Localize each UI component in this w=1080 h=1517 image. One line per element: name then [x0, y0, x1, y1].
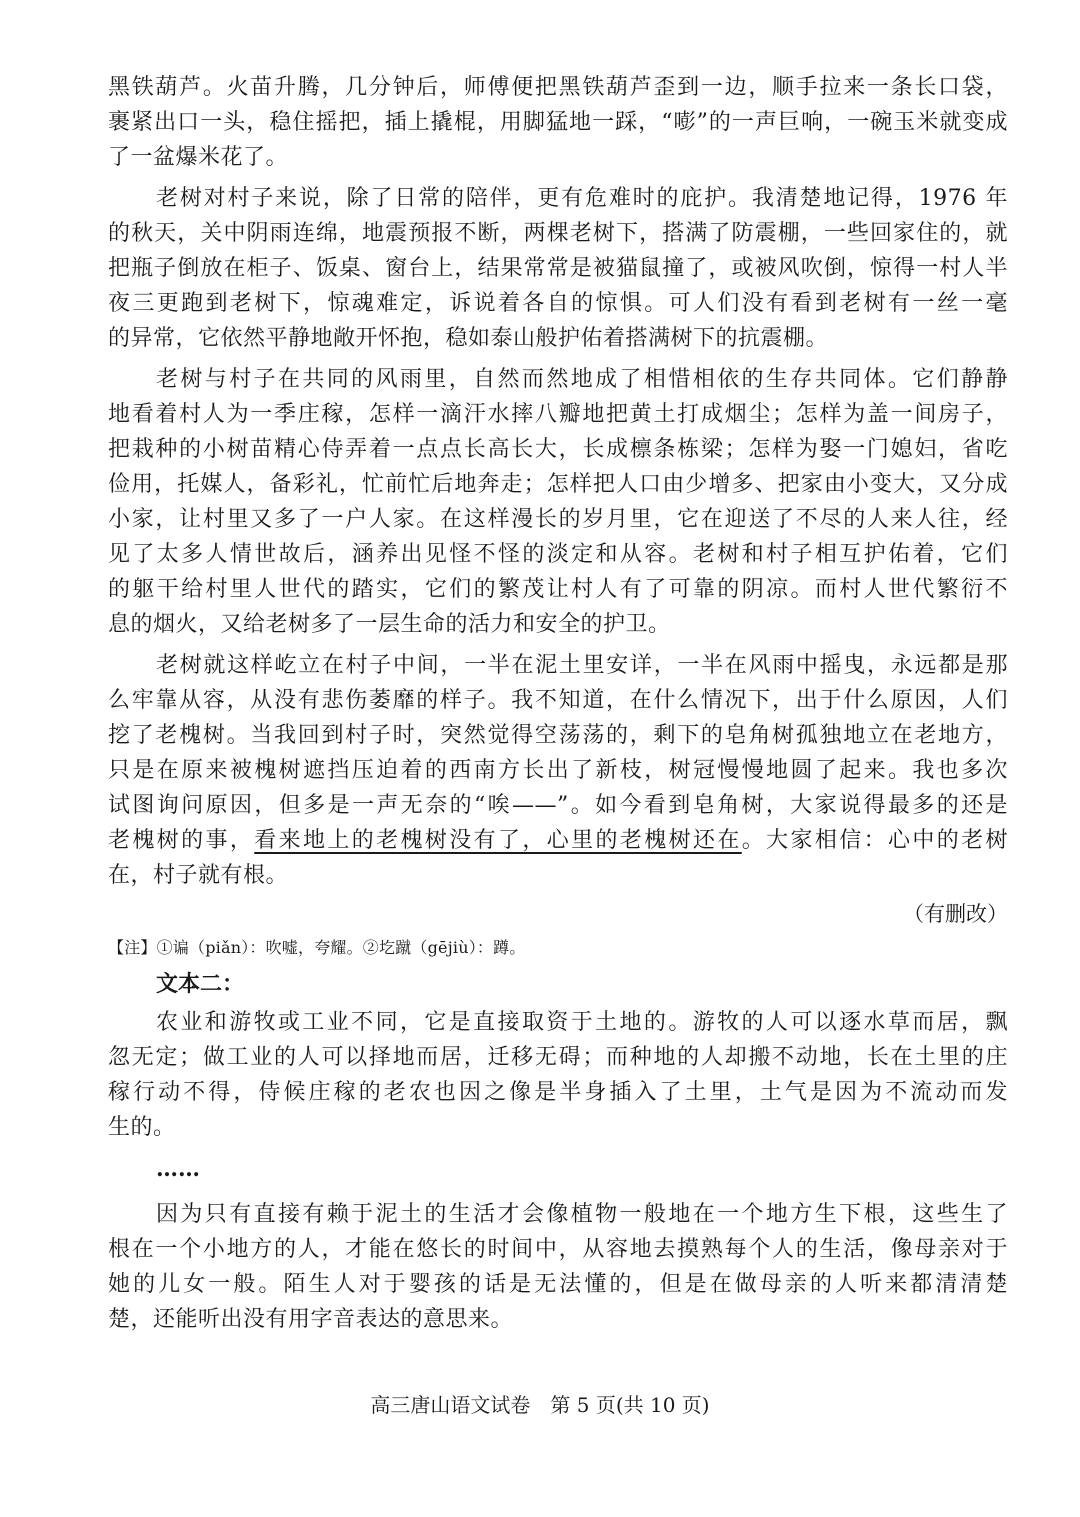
text-line: 挖了老槐树。当我回到村子时，突然觉得空荡荡的，剩下的皂角树孤独地立在老地方，	[108, 723, 1008, 748]
text-line: 只是在原来被槐树遮挡压迫着的西南方长出了新枝，树冠慢慢地圆了起来。我也多次	[108, 758, 1008, 783]
text-line: 裹紧出口一头，稳住摇把，插上撬棍，用脚猛地一踩，“嘭”的一声巨响，一碗玉米就变成	[108, 110, 1008, 135]
text-line: 息的烟火，又给老树多了一层生命的活力和安全的护卫。	[108, 612, 671, 637]
source-note: （有删改）	[903, 902, 1008, 926]
text-line: 的异常，它依然平静地敞开怀抱，稳如泰山般护佑着搭满树下的抗震棚。	[108, 326, 829, 351]
section-title-text-two: 文本二：	[156, 972, 245, 997]
text-line: 稼行动不得，侍候庄稼的老农也因之像是半身插入了土里，土气是因为不流动而发	[108, 1080, 1008, 1105]
paragraph-agriculture	[108, 1005, 1008, 1145]
text-line: 忽无定；做工业的人可以择地而居，迁移无碍；而种地的人却搬不动地，长在土里的庄	[108, 1045, 1008, 1070]
text-line: 地看着村人为一季庄稼，怎样一滴汗水摔八瓣地把黄土打成烟尘；怎样为盖一间房子，	[108, 402, 1008, 427]
text-line: 小家，让村里又多了一户人家。在这样漫长的岁月里，它在迎送了不尽的人来人往，经	[108, 507, 1008, 532]
text-line: 了一盆爆米花了。	[108, 145, 289, 170]
paragraph-rooted-life	[108, 1197, 1008, 1337]
text-line: 根在一个小地方的人，才能在悠长的时间中，从容地去摸熟每个人的生活，像母亲对于	[108, 1237, 1008, 1262]
text-line: 农业和游牧或工业不同，它是直接取资于土地的。游牧的人可以逐水草而居，飘	[156, 1010, 1008, 1035]
paragraph-community	[108, 362, 1008, 642]
text-line: 么牢靠从容，从没有悲伤萎靡的样子。我不知道，在什么情况下，出于什么原因，人们	[108, 688, 1008, 713]
paragraph-old-tree-shelter	[108, 181, 1008, 356]
footnote-annotation: 【注】①谝（piǎn）：吹嘘，夸耀。②圪蹴（gējiù）：蹲。	[108, 938, 526, 957]
text-line: 把栽种的小树苗精心侍弄着一点点长高长大，长成檩条栋梁；怎样为娶一门媳妇，省吃	[108, 437, 1008, 462]
text-line: 俭用，托媒人，备彩礼，忙前忙后地奔走；怎样把人口由少增多、把家由小变大，又分成	[108, 472, 1008, 497]
omission-ellipsis: ……	[156, 1156, 200, 1182]
text-line: 她的儿女一般。陌生人对于婴孩的话是无法懂的，但是在做母亲的人听来都清清楚	[108, 1272, 1008, 1297]
text-line: 老树就这样屹立在村子中间，一半在泥土里安详，一半在风雨中摇曳，永远都是那	[156, 653, 1008, 678]
text-line: 夜三更跑到老树下，惊魂难定，诉说着各自的惊惧。可人们没有看到老树有一丝一毫	[108, 291, 1008, 316]
underlined-sentence: 看来地上的老槐树没有了，心里的老槐树还在	[254, 828, 742, 853]
exam-page-body	[108, 70, 1008, 1337]
text-fragment: 。大家相信：心中的老树	[741, 828, 1008, 853]
paragraph-tree-removed	[108, 648, 1008, 893]
text-line-with-underline	[108, 823, 1008, 858]
text-line: 的秋天，关中阴雨连绵，地震预报不断，两棵老树下，搭满了防震棚，一些回家住的，就	[108, 221, 1008, 246]
page-footer: 高三唐山语文试卷 第 5 页(共 10 页)	[370, 1393, 710, 1417]
text-fragment: 老槐树的事，	[108, 828, 255, 853]
text-line: 试图询问原因，但多是一声无奈的“唉——”。如今看到皂角树，大家说得最多的还是	[108, 793, 1008, 818]
text-line: 在，村子就有根。	[108, 863, 289, 888]
paragraph-continuation	[108, 70, 1008, 175]
text-line: 因为只有直接有赖于泥土的生活才会像植物一般地在一个地方生下根，这些生了	[156, 1202, 1008, 1227]
text-line: 见了太多人情世故后，涵养出见怪不怪的淡定和从容。老树和村子相互护佑着，它们	[108, 542, 1008, 567]
text-line: 黑铁葫芦。火苗升腾，几分钟后，师傅便把黑铁葫芦歪到一边，顺手拉来一条长口袋，	[108, 75, 1008, 100]
text-line: 老树与村子在共同的风雨里，自然而然地成了相惜相依的生存共同体。它们静静	[156, 367, 1008, 392]
text-line: 生的。	[108, 1115, 176, 1140]
text-line: 的躯干给村里人世代的踏实，它们的繁茂让村人有了可靠的阴凉。而村人世代繁衍不	[108, 577, 1008, 602]
text-line: 楚，还能听出没有用字音表达的意思来。	[108, 1307, 514, 1332]
text-line: 把瓶子倒放在柜子、饭桌、窗台上，结果常常是被猫鼠撞了，或被风吹倒，惊得一村人半	[108, 256, 1008, 281]
text-line: 老树对村子来说，除了日常的陪伴，更有危难时的庇护。我清楚地记得，1976 年	[156, 186, 1008, 211]
